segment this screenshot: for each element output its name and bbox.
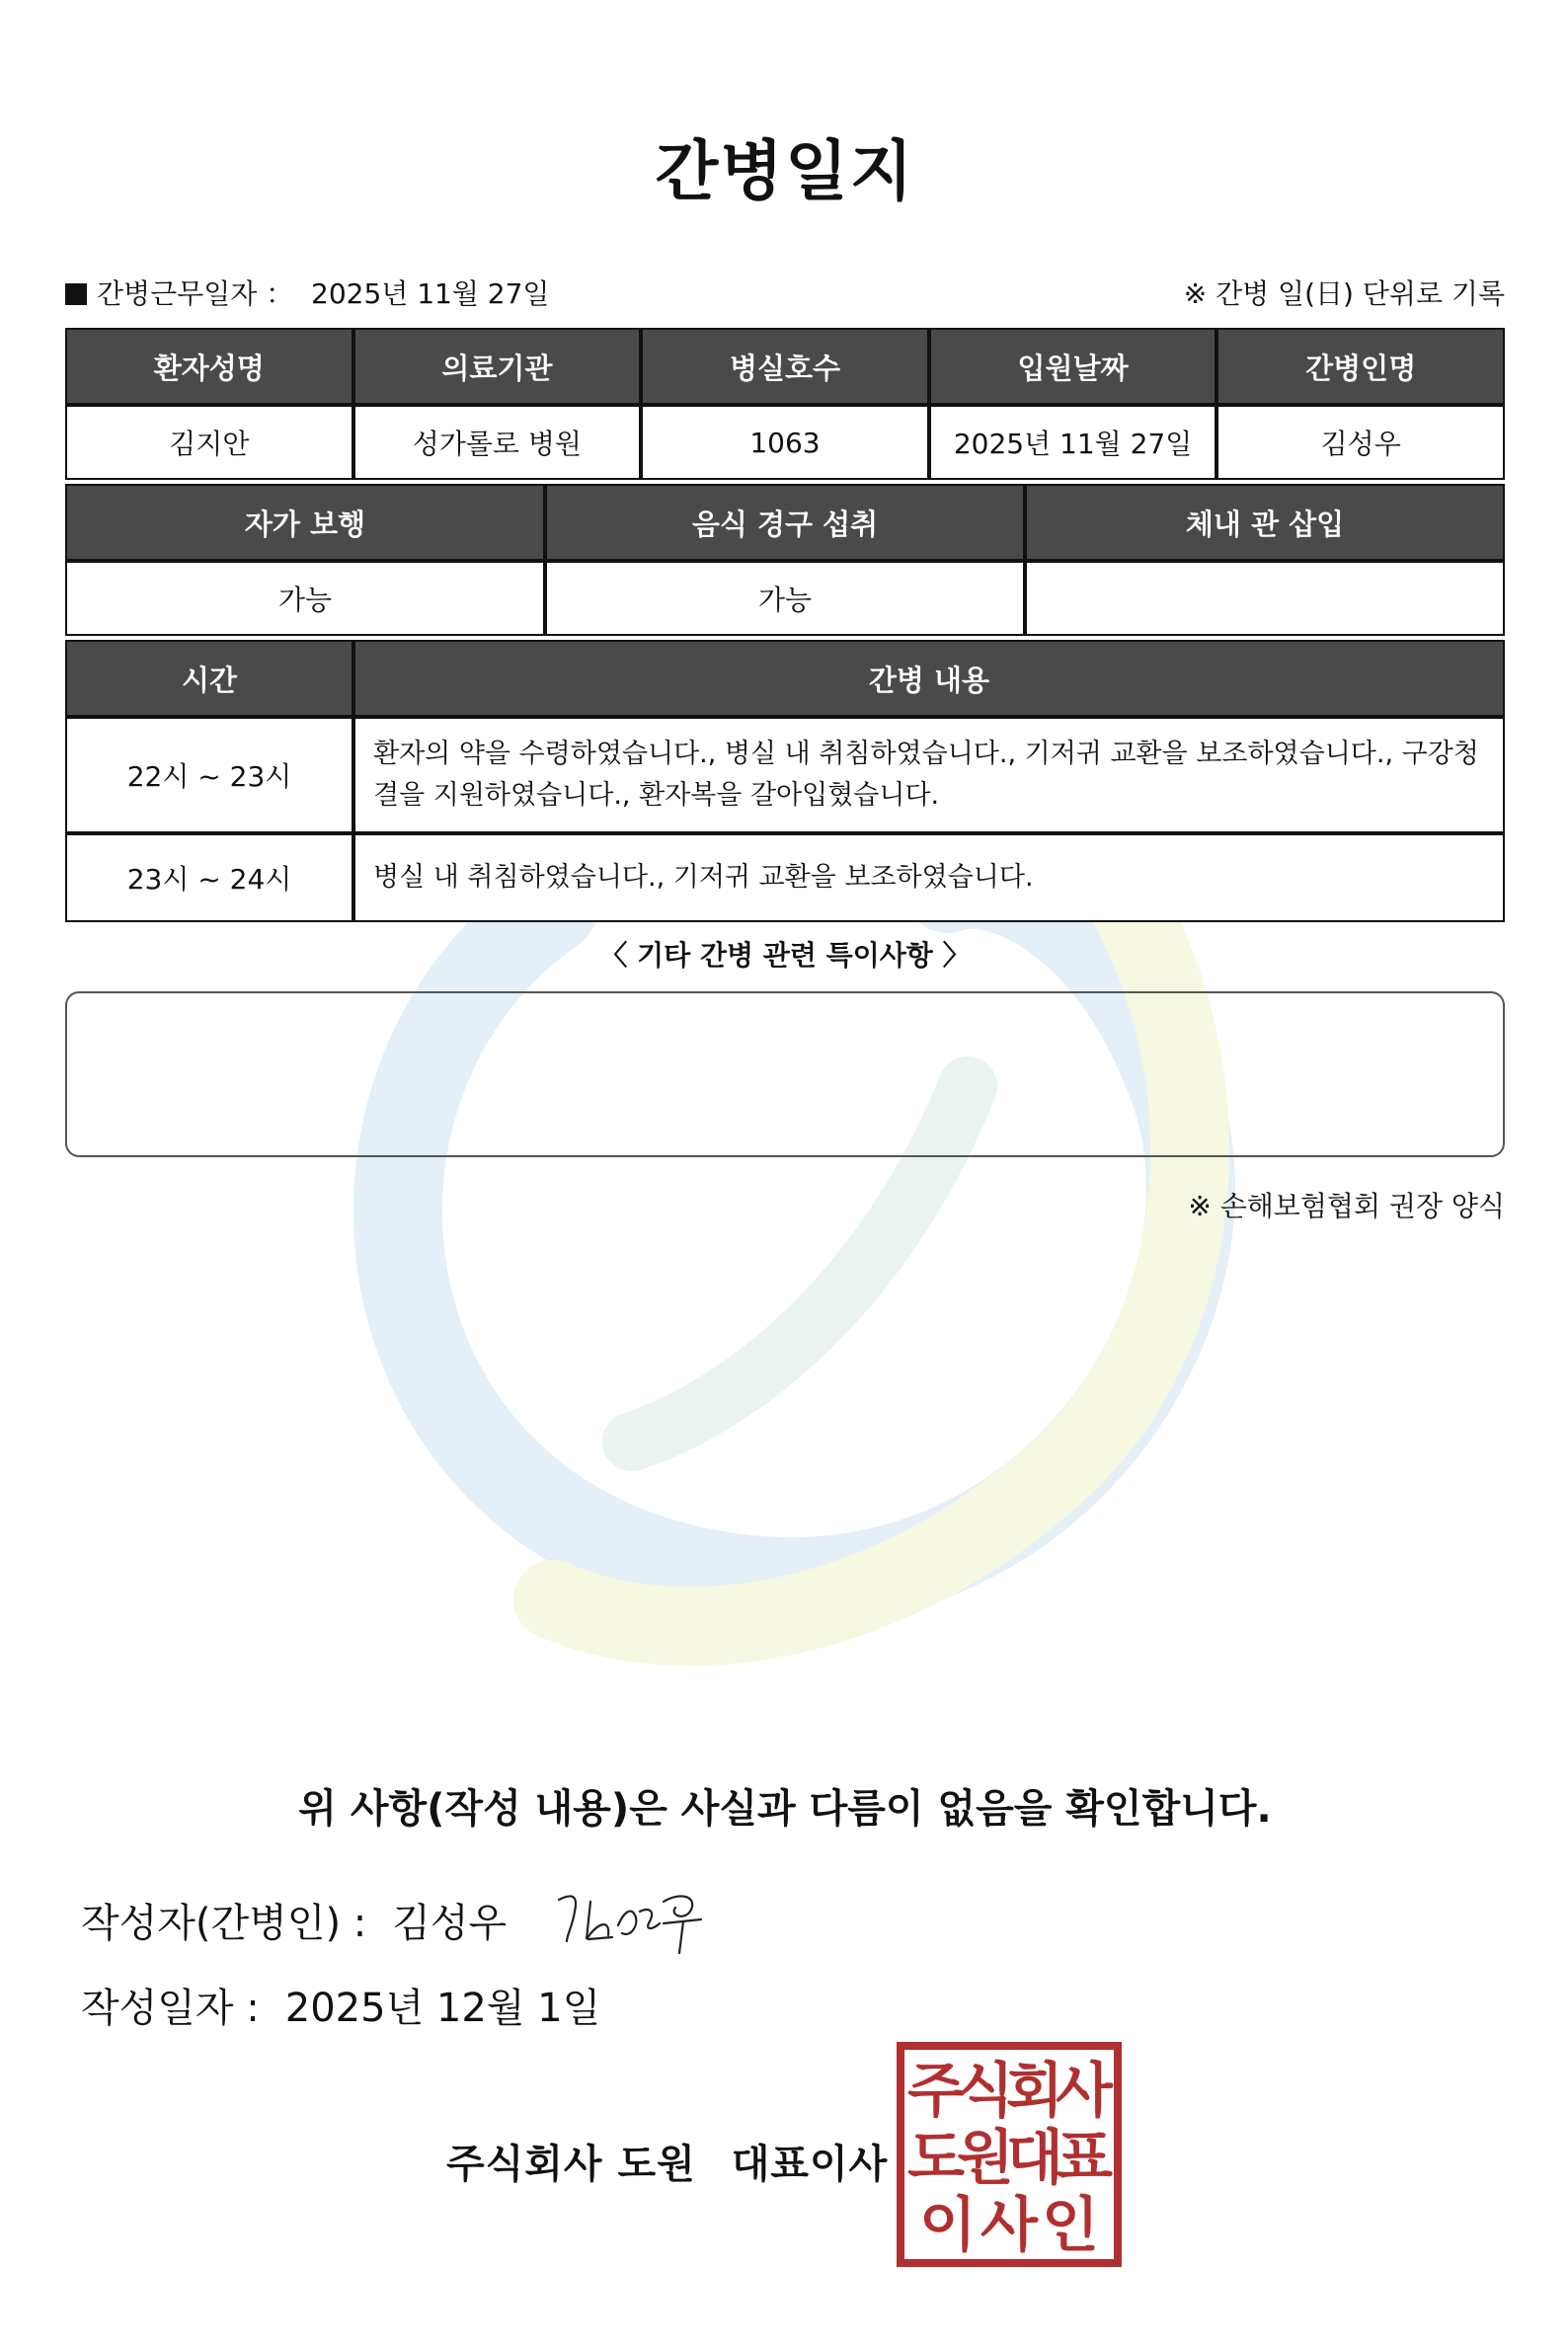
duty-date-label: 간병근무일자 ： — [97, 277, 294, 310]
table-row — [65, 717, 1505, 833]
writer-row — [81, 1892, 507, 1948]
duty-date-row — [65, 273, 1505, 312]
header-institution: 의료기관 — [353, 328, 642, 405]
admission-date: 2025년 11월 27일 — [929, 405, 1217, 480]
special-notes-box — [65, 991, 1505, 1157]
header-oral-intake: 음식 경구 섭취 — [545, 484, 1025, 561]
patient-status-table — [65, 484, 1505, 636]
header-admission-date: 입원날짜 — [929, 328, 1217, 405]
header-tube-insertion: 체내 관 삽입 — [1025, 484, 1505, 561]
svg-text:표: 표 — [1056, 2124, 1113, 2193]
svg-text:사: 사 — [980, 2191, 1038, 2260]
self-walking: 가능 — [65, 561, 545, 636]
page-title: 간병일지 — [655, 133, 915, 209]
header-time: 시간 — [65, 640, 353, 717]
care-log-table — [65, 640, 1505, 922]
svg-text:인: 인 — [1042, 2191, 1099, 2260]
confirmation-statement: 위 사항(작성 내용)은 사실과 다름이 없음을 확인합니다. — [298, 1786, 1272, 1832]
write-date-label: 작성일자 : — [81, 1986, 260, 2031]
row-time: 23시 ~ 24시 — [65, 833, 353, 922]
svg-text:식: 식 — [957, 2057, 1014, 2126]
form-note: ※ 손해보험협회 권장 양식 — [1188, 1190, 1505, 1222]
company-name: 주식회사 도원 — [446, 2142, 696, 2187]
handwritten-signature — [553, 1882, 711, 1961]
row-content: 환자의 약을 수령하였습니다., 병실 내 취침하였습니다., 기저귀 교환을 보조하였습니다., 구강청결을 지원하였습니다., 환자복을 갈아입혔습니다. — [353, 717, 1505, 833]
header-self-walking: 자가 보행 — [65, 484, 545, 561]
header-patient-name: 환자성명 — [65, 328, 353, 405]
duty-date-value: 2025년 11월 27일 — [311, 277, 550, 310]
svg-text:이: 이 — [919, 2191, 977, 2260]
caregiver-name: 김성우 — [1216, 405, 1505, 480]
representative-title: 대표이사 — [731, 2142, 889, 2187]
svg-text:회: 회 — [1006, 2057, 1063, 2126]
svg-text:사: 사 — [1056, 2057, 1113, 2126]
writer-label: 작성자(간병인) : — [81, 1901, 367, 1946]
institution: 성가롤로 병원 — [353, 405, 642, 480]
company-signature-line — [446, 2133, 888, 2189]
writer-name: 김성우 — [392, 1901, 508, 1946]
oral-intake: 가능 — [545, 561, 1025, 636]
svg-text:대: 대 — [1006, 2124, 1063, 2193]
header-care-content: 간병 내용 — [353, 640, 1505, 717]
patient-info-table — [65, 328, 1505, 480]
duty-date — [65, 273, 549, 312]
write-date-row — [81, 1977, 600, 2033]
row-time: 22시 ~ 23시 — [65, 717, 353, 833]
header-caregiver-name: 간병인명 — [1216, 328, 1505, 405]
square-bullet-icon — [65, 283, 87, 305]
record-unit-note: ※ 간병 일(日) 단위로 기록 — [1183, 277, 1505, 310]
company-seal-stamp — [897, 2042, 1122, 2267]
header-room-number: 병실호수 — [641, 328, 929, 405]
table-row — [65, 833, 1505, 922]
svg-text:주: 주 — [907, 2057, 965, 2126]
notes-title: 〈 기타 간병 관련 특이사항 〉 — [599, 939, 971, 972]
svg-text:도: 도 — [907, 2124, 965, 2193]
svg-text:원: 원 — [957, 2124, 1014, 2193]
patient-name: 김지안 — [65, 405, 353, 480]
tube-insertion — [1025, 561, 1505, 636]
room-number: 1063 — [641, 405, 929, 480]
row-content: 병실 내 취침하였습니다., 기저귀 교환을 보조하였습니다. — [353, 833, 1505, 922]
write-date: 2025년 12월 1일 — [284, 1986, 601, 2031]
